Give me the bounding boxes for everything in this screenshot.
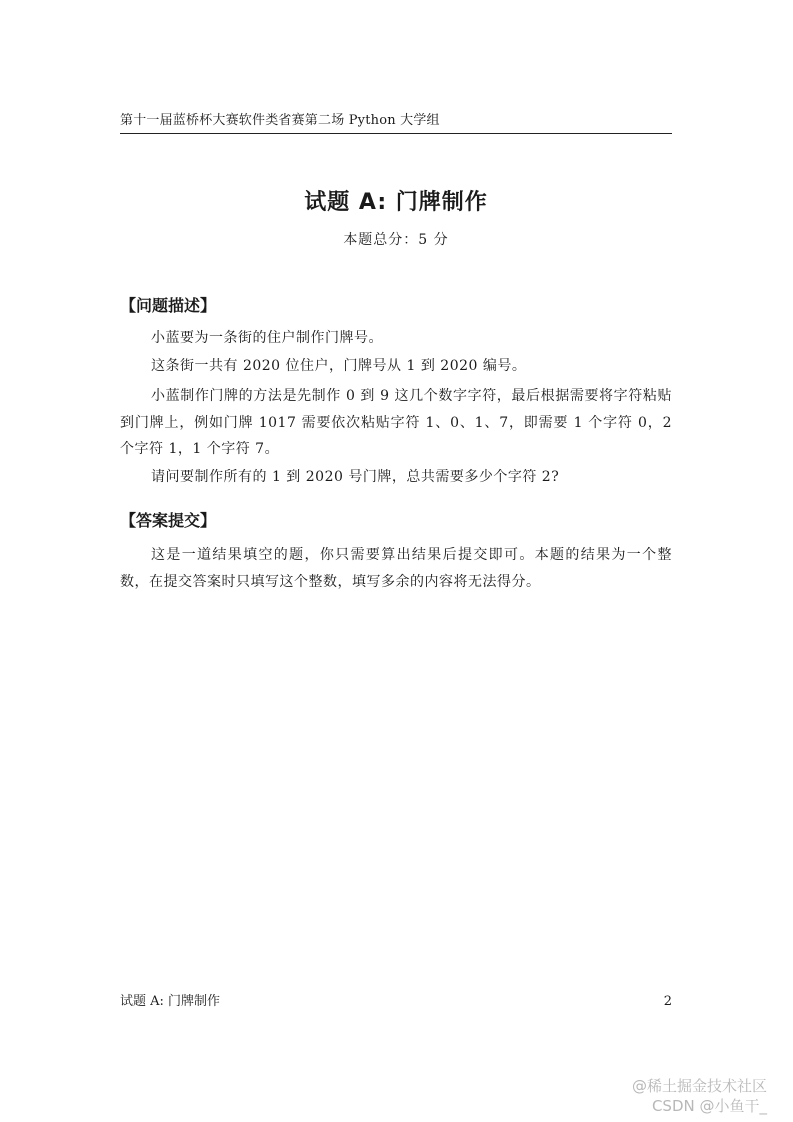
description-paragraph: 这条街一共有 2020 位住户，门牌号从 1 到 2020 编号。 [151,358,527,374]
juejin-watermark: @稀土掘金技术社区 [631,1077,767,1095]
description-paragraph: 小蓝制作门牌的方法是先制作 0 到 9 这几个数字字符，最后根据需要将字符粘贴到门牌上，例如门牌 1017 需要依次粘贴字符 1、0、1、7，即需要 1 个字符 0，2 个字符 1，1 个字符 7。 [120,388,672,457]
description-paragraph: 请问要制作所有的 1 到 2020 号门牌，总共需要多少个字符 2? [151,469,560,485]
footer-title: 试题 A: 门牌制作 [120,994,221,1009]
page-number: 2 [663,994,672,1009]
page-title: 试题 A: 门牌制作 [304,190,488,215]
submission-paragraph: 这是一道结果填空的题，你只需要算出结果后提交即可。本题的结果为一个整数，在提交答案时只填写这个整数，填写多余的内容将无法得分。 [120,547,672,590]
score-subtitle: 本题总分：5 分 [343,232,449,248]
csdn-watermark: CSDN @小鱼干_ [651,1097,767,1115]
answer-submission-heading: 【答案提交】 [120,511,217,530]
problem-description-heading: 【问题描述】 [120,296,217,315]
description-paragraph: 小蓝要为一条街的住户制作门牌号。 [151,330,383,346]
running-header: 第十一届蓝桥杯大赛软件类省赛第二场 Python 大学组 [120,112,672,134]
